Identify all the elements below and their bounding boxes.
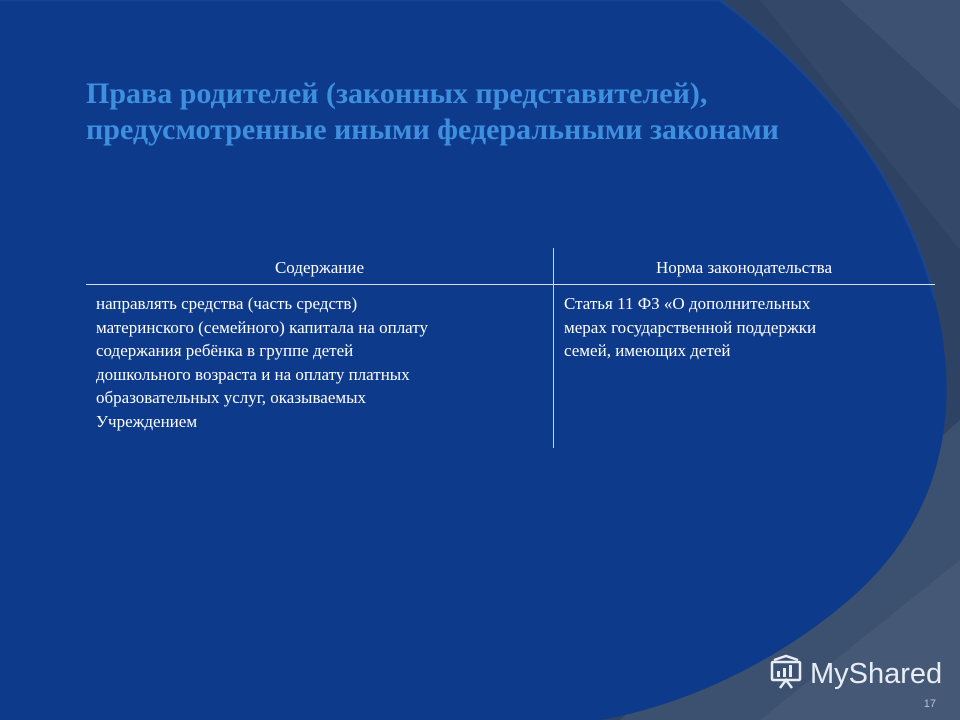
content-line: Учреждением [96, 411, 198, 431]
myshared-logo [768, 654, 942, 694]
content-line: содержания ребёнка в группе детей [96, 341, 354, 361]
table-cell-content [96, 292, 546, 434]
presentation-board-icon [768, 654, 804, 695]
content-line: материнского (семейного) капитала на оплату [96, 317, 428, 337]
norm-line: Статья 11 ФЗ «О дополнительных [564, 294, 811, 313]
rights-table [86, 248, 935, 448]
norm-line: мерах государственной поддержки [564, 317, 817, 337]
myshared-logo-text: MyShared [810, 657, 943, 690]
page-number: 17 [923, 698, 936, 710]
slide-title-line-1: Права родителей (законных представителей), [86, 77, 708, 110]
table-header-content: Содержание [274, 258, 365, 277]
table-header-norm: Норма законодательства [655, 258, 832, 277]
slide-title [86, 76, 906, 148]
table-column-divider [553, 248, 554, 448]
slide-title-line-2: предусмотренные иными федеральными законами [86, 113, 779, 146]
table-cell-norm [564, 292, 934, 363]
table-header-divider [86, 284, 935, 285]
content-line: направлять средства (часть средств) [96, 294, 358, 313]
content-line: дошкольного возраста и на оплату платных [96, 364, 410, 384]
norm-line: семей, имеющих детей [564, 341, 731, 361]
content-line: образовательных услуг, оказываемых [96, 388, 367, 408]
